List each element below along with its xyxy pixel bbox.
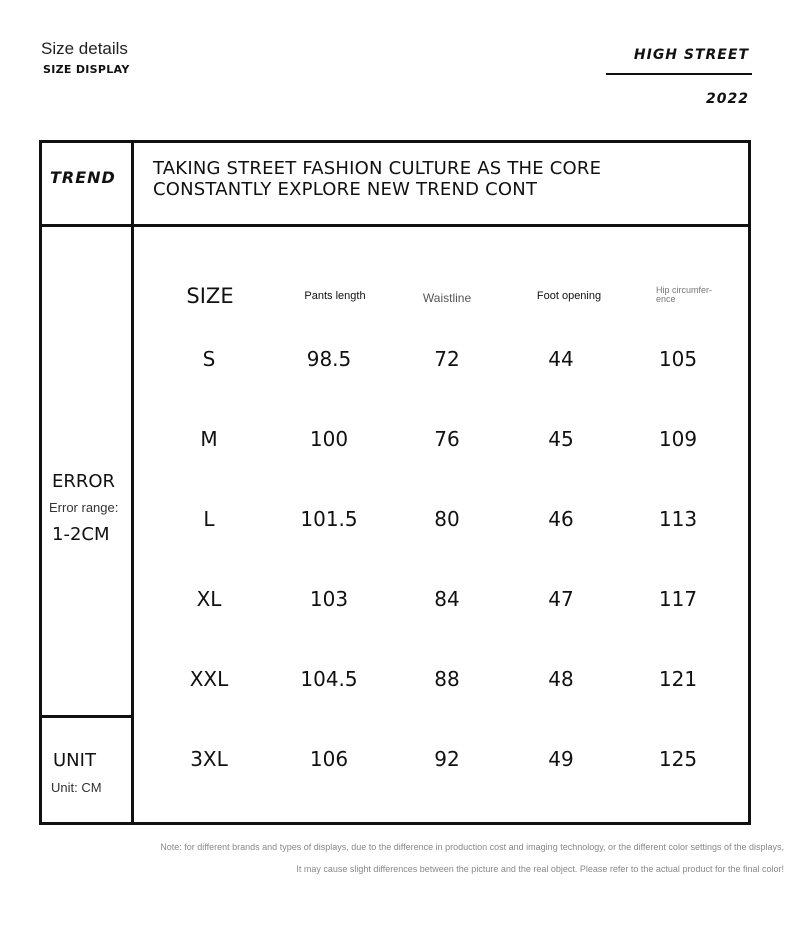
cell-waistline: 92 <box>434 747 460 771</box>
cell-hip: 109 <box>658 427 698 451</box>
cell-hip: 113 <box>658 507 698 531</box>
cell-hip: 121 <box>658 667 698 691</box>
year-label: 2022 <box>706 91 749 107</box>
disclaimer-line-2: It may cause slight differences between the picture and the real object. Please refer to the actual product for the final color! <box>296 864 784 874</box>
cell-size: L <box>203 507 215 531</box>
cell-pants-length: 103 <box>309 587 349 611</box>
header-pants-length: Pants length <box>304 290 366 302</box>
cell-size: S <box>202 347 216 371</box>
cell-foot-opening: 45 <box>548 427 574 451</box>
cell-size: XXL <box>189 667 229 691</box>
header-size: SIZE <box>186 284 234 308</box>
page-subtitle: SIZE DISPLAY <box>43 63 130 76</box>
cell-pants-length: 100 <box>309 427 349 451</box>
cell-waistline: 84 <box>434 587 460 611</box>
cell-size: XL <box>196 587 222 611</box>
unit-label: Unit: CM <box>51 780 102 795</box>
slogan-line-1: TAKING STREET FASHION CULTURE AS THE CORE <box>153 158 602 179</box>
cell-foot-opening: 47 <box>548 587 574 611</box>
cell-waistline: 72 <box>434 347 460 371</box>
error-value: 1-2CM <box>52 524 110 545</box>
unit-divider <box>39 715 134 718</box>
size-chart-frame <box>39 140 751 825</box>
cell-foot-opening: 48 <box>548 667 574 691</box>
header-waistline: Waistline <box>422 291 472 305</box>
banner-divider <box>39 224 751 227</box>
cell-waistline: 80 <box>434 507 460 531</box>
cell-pants-length: 101.5 <box>300 507 358 531</box>
cell-waistline: 88 <box>434 667 460 691</box>
unit-title: UNIT <box>53 750 96 771</box>
brand-underline <box>606 73 752 75</box>
disclaimer-line-1: Note: for different brands and types of displays, due to the difference in production cost and imaging technology, or the different color settings of the displays, <box>160 842 784 852</box>
cell-pants-length: 106 <box>309 747 349 771</box>
error-title: ERROR <box>52 471 116 492</box>
left-column-divider <box>131 140 134 825</box>
cell-size: M <box>200 427 218 451</box>
trend-tag: TREND <box>50 168 116 187</box>
cell-hip: 105 <box>658 347 698 371</box>
cell-waistline: 76 <box>434 427 460 451</box>
slogan-line-2: CONSTANTLY EXPLORE NEW TREND CONT <box>153 179 538 200</box>
cell-foot-opening: 46 <box>548 507 574 531</box>
cell-pants-length: 98.5 <box>306 347 352 371</box>
cell-foot-opening: 49 <box>548 747 574 771</box>
page-title: Size details <box>41 39 128 58</box>
brand-label: HIGH STREET <box>633 47 749 63</box>
header-hip-circumference: Hip circumfer- ence <box>656 285 713 304</box>
cell-size: 3XL <box>190 747 228 771</box>
header-foot-opening: Foot opening <box>536 290 602 302</box>
cell-hip: 117 <box>658 587 698 611</box>
cell-foot-opening: 44 <box>548 347 574 371</box>
cell-hip: 125 <box>658 747 698 771</box>
cell-pants-length: 104.5 <box>300 667 358 691</box>
error-label: Error range: <box>49 500 119 515</box>
